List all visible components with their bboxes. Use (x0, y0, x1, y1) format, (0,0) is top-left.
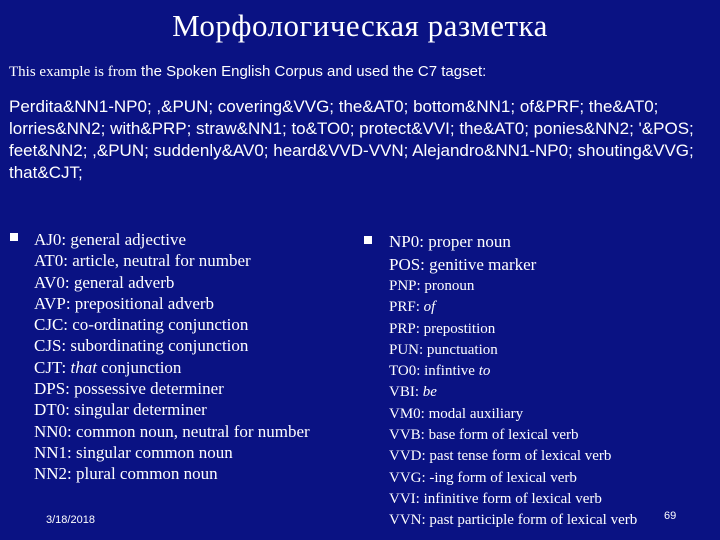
tag-definition: NN0: common noun, neutral for number (34, 421, 310, 441)
slide-title: Морфологическая разметка (172, 8, 548, 43)
tag-definition: AJ0: general adjective (34, 230, 186, 249)
tag-definition: VVB: base form of lexical verb (389, 427, 579, 444)
tag-definition: PNP: pronoun (389, 278, 475, 294)
right-tag-list-small (389, 276, 637, 532)
left-tag-list (34, 229, 310, 485)
tag-definition: AT0: article, neutral for number (34, 251, 251, 271)
bullet-left (10, 233, 18, 241)
tag-definition-text: VBI: (389, 384, 423, 401)
tag-definition-emphasis: of (423, 299, 436, 316)
tag-definition: DPS: possessive determiner (34, 379, 224, 399)
tag-definition: NN2: plural common noun (34, 464, 218, 484)
bullet-right (364, 236, 372, 244)
source-line (9, 63, 486, 81)
tag-definition: PRP: prepostition (389, 320, 496, 337)
tag-definition: DT0: singular determiner (34, 400, 207, 420)
right-tag-list (389, 230, 637, 532)
tag-definition: VVD: past tense form of lexical verb (389, 448, 612, 465)
tag-definition: CJS: subordinating conjunction (34, 336, 249, 356)
page-number: 69 (664, 510, 677, 522)
tag-definition: VVI: infinitive form of lexical verb (389, 490, 602, 507)
tag-definition: NP0: proper noun (389, 232, 511, 251)
tag-definition-emphasis: that (70, 357, 97, 377)
tag-definition: PUN: punctuation (389, 341, 498, 358)
tagged-example-text: Perdita&NN1-NP0; ,&PUN; covering&VVG; the&AT0; bottom&NN1; of&PRF; the&AT0; lorries&NN2; with&PRP; straw&NN1; to&TO0; protect&VVI; the&AT0; ponies&NN2; '&POS; feet&NN2; ,&PUN; suddenly&AV0; heard&VVD-VVN; Alejandro&NN1-NP0; shouting&VVG; that&CJT; (9, 97, 694, 182)
tag-definition (389, 361, 637, 382)
tag-definition: POS: genitive marker (389, 255, 537, 274)
tag-definition (389, 382, 637, 403)
tag-definition-text: CJT: (34, 357, 71, 377)
tag-definition: AVP: prepositional adverb (34, 293, 215, 313)
tag-definition: NN1: singular common noun (34, 442, 233, 462)
tag-definition-text: PRF: (389, 299, 424, 316)
tag-definition: VVG: -ing form of lexical verb (389, 469, 577, 486)
tag-definition-text: conjunction (96, 357, 182, 377)
slide-date: 3/18/2018 (46, 514, 95, 526)
tag-definition-emphasis: to (478, 363, 491, 380)
tag-definition: CJC: co-ordinating conjunction (34, 315, 249, 335)
source-prefix: This example is from (9, 64, 137, 80)
tag-definition (34, 357, 310, 378)
tag-definition: VVN: past participle form of lexical verb (389, 512, 638, 529)
tag-definition-emphasis: be (422, 384, 437, 401)
source-rest: the Spoken English Corpus and used the C7 tagset: (136, 63, 487, 80)
tag-definition: AV0: general adverb (34, 272, 175, 292)
tag-definition (389, 297, 637, 318)
right-tag-list-large (389, 230, 637, 276)
tag-definition-text: TO0: infintive (389, 363, 479, 380)
tag-definition: VM0: modal auxiliary (389, 405, 524, 422)
